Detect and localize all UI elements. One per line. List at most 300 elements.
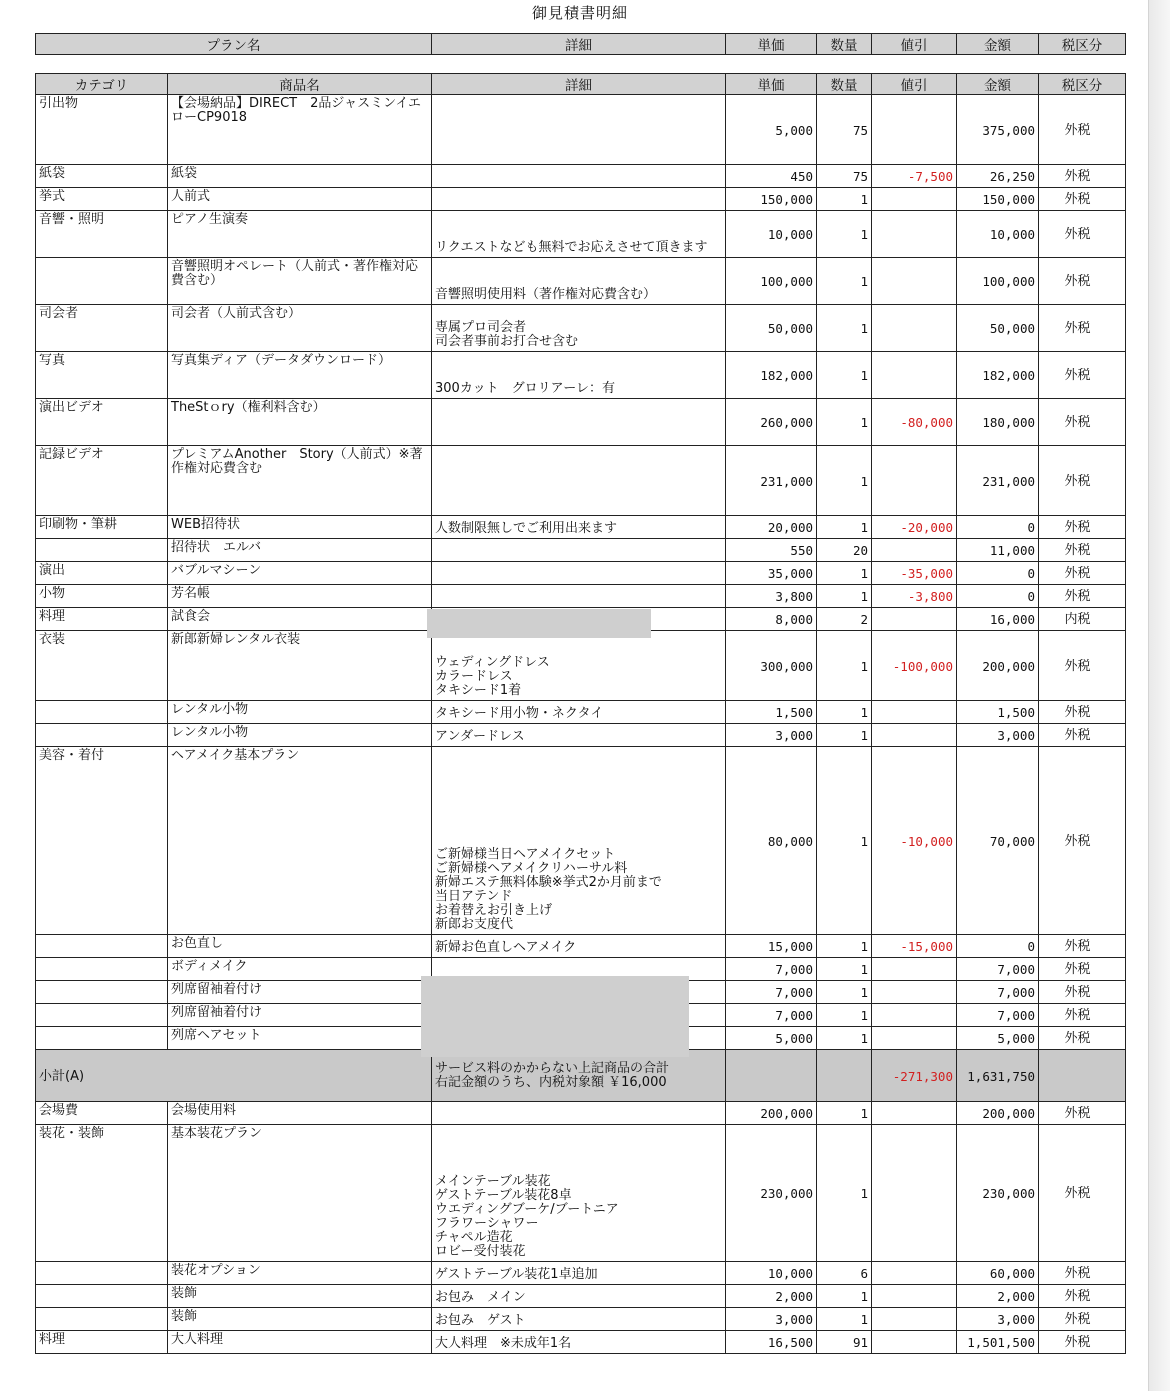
text-line: ウエディングブーケ/ブートニア (435, 1202, 619, 1217)
unit-price-cell: 35,000 (726, 562, 817, 585)
quantity-cell: 1 (817, 1285, 872, 1308)
amount-cell: 0 (957, 935, 1039, 958)
discount-cell: -20,000 (872, 516, 957, 539)
text-line: 司会者事前お打合せ含む (435, 334, 579, 349)
unit-price-cell: 550 (726, 539, 817, 562)
text-line: ご新婦様当日ヘアメイクセット (435, 847, 616, 862)
header-quantity: 数量 (817, 34, 872, 55)
unit-price-cell: 2,000 (726, 1285, 817, 1308)
discount-cell: -35,000 (872, 562, 957, 585)
category-cell: 演出ビデオ (36, 399, 168, 446)
item-name-cell (168, 724, 432, 747)
unit-price-cell: 230,000 (726, 1125, 817, 1262)
header-discount: 値引 (872, 74, 957, 95)
table-row (36, 352, 1126, 399)
detail-cell (432, 562, 726, 585)
unit-price-cell: 10,000 (726, 1262, 817, 1285)
text-line: 当日アテンド (435, 889, 513, 904)
discount-cell (872, 95, 957, 165)
amount-cell: 150,000 (957, 188, 1039, 211)
discount-cell (872, 305, 957, 352)
table-row (36, 305, 1126, 352)
text-line: お着替えお引き上げ (435, 903, 553, 918)
tax-type-cell: 外税 (1039, 1285, 1126, 1308)
text-line: チャペル造花 (435, 1230, 513, 1245)
header-tax-type: 税区分 (1039, 74, 1126, 95)
category-cell: 美容・着付 (36, 747, 168, 935)
plan-header-row (36, 34, 1126, 55)
discount-cell (872, 1285, 957, 1308)
item-name-cell (168, 95, 432, 165)
text-line: 右記金額のうち、内税対象額 ￥16,000 (435, 1074, 667, 1090)
table-row (36, 701, 1126, 724)
tax-type-cell: 外税 (1039, 305, 1126, 352)
text-line: お包み メイン (435, 1290, 526, 1305)
redacted-area (427, 609, 651, 638)
quantity-cell: 6 (817, 1262, 872, 1285)
amount-cell: 26,250 (957, 165, 1039, 188)
item-name-cell (168, 608, 432, 631)
item-name-cell (168, 585, 432, 608)
item-name-cell (168, 1262, 432, 1285)
page-edge (1148, 0, 1170, 1391)
tax-type-cell: 外税 (1039, 258, 1126, 305)
text-line: レンタル小物 (171, 725, 249, 740)
amount-cell: 180,000 (957, 399, 1039, 446)
category-cell: 写真 (36, 352, 168, 399)
text-line: タキシード用小物・ネクタイ (435, 706, 604, 721)
tax-type-cell: 外税 (1039, 211, 1126, 258)
unit-price-cell: 15,000 (726, 935, 817, 958)
discount-cell (872, 446, 957, 516)
detail-cell (432, 211, 726, 258)
detail-cell (432, 1331, 726, 1354)
amount-cell: 3,000 (957, 1308, 1039, 1331)
table-row (36, 165, 1126, 188)
amount-cell: 0 (957, 562, 1039, 585)
item-name-cell (168, 935, 432, 958)
discount-cell (872, 608, 957, 631)
header-amount: 金額 (957, 74, 1039, 95)
tax-type-cell: 外税 (1039, 747, 1126, 935)
text-line: 会場使用料 (171, 1103, 237, 1118)
category-cell: 会場費 (36, 1102, 168, 1125)
table-row (36, 211, 1126, 258)
quantity-cell: 1 (817, 352, 872, 399)
amount-cell: 70,000 (957, 747, 1039, 935)
subtotal-discount: -271,300 (872, 1050, 957, 1102)
unit-price-cell: 100,000 (726, 258, 817, 305)
amount-cell: 1,501,500 (957, 1331, 1039, 1354)
detail-cell (432, 1125, 726, 1262)
discount-cell (872, 1004, 957, 1027)
discount-cell (872, 258, 957, 305)
discount-cell (872, 539, 957, 562)
text-line: リクエストなども無料でお応えさせて頂きます (435, 240, 708, 255)
discount-cell (872, 352, 957, 399)
discount-cell: -80,000 (872, 399, 957, 446)
header-category: カテゴリ (36, 74, 168, 95)
header-unit-price: 単価 (726, 34, 817, 55)
text-line: 写真集ディア（データダウンロード） (171, 353, 391, 368)
detail-cell (432, 631, 726, 701)
estimate-detail-table (35, 73, 1126, 1354)
text-line: メインテーブル装花 (435, 1174, 551, 1189)
discount-cell (872, 1027, 957, 1050)
text-line: 装飾 (171, 1309, 198, 1324)
discount-cell: -10,000 (872, 747, 957, 935)
quantity-cell: 1 (817, 211, 872, 258)
table-row (36, 724, 1126, 747)
amount-cell: 7,000 (957, 958, 1039, 981)
discount-cell (872, 1331, 957, 1354)
text-line: 装飾 (171, 1286, 198, 1301)
unit-price-cell: 3,800 (726, 585, 817, 608)
discount-cell: -15,000 (872, 935, 957, 958)
amount-cell: 2,000 (957, 1285, 1039, 1308)
item-name-cell (168, 1331, 432, 1354)
text-line: お包み ゲスト (435, 1313, 526, 1328)
text-line: お色直し (171, 936, 224, 951)
quantity-cell: 1 (817, 1308, 872, 1331)
text-line: 大人料理 (171, 1332, 224, 1347)
tax-type-cell: 外税 (1039, 539, 1126, 562)
table-row (36, 585, 1126, 608)
text-line: 紙袋 (171, 166, 198, 181)
table-row (36, 1262, 1126, 1285)
quantity-cell: 1 (817, 1125, 872, 1262)
quantity-cell: 1 (817, 305, 872, 352)
detail-cell (432, 446, 726, 516)
quantity-cell: 75 (817, 95, 872, 165)
category-cell (36, 701, 168, 724)
detail-cell (432, 352, 726, 399)
subtotal-amount: 1,631,750 (957, 1050, 1039, 1102)
quantity-cell: 2 (817, 608, 872, 631)
detail-cell (432, 539, 726, 562)
unit-price-cell: 80,000 (726, 747, 817, 935)
item-name-cell (168, 701, 432, 724)
discount-cell (872, 701, 957, 724)
item-name-cell (168, 352, 432, 399)
document-title: 御見積書明細 (531, 4, 628, 22)
quantity-cell: 1 (817, 958, 872, 981)
category-cell (36, 1027, 168, 1050)
quantity-cell: 1 (817, 701, 872, 724)
header-quantity: 数量 (817, 74, 872, 95)
amount-cell: 10,000 (957, 211, 1039, 258)
amount-cell: 50,000 (957, 305, 1039, 352)
category-cell: 小物 (36, 585, 168, 608)
detail-cell (432, 1285, 726, 1308)
quantity-cell: 1 (817, 724, 872, 747)
quantity-cell: 1 (817, 631, 872, 701)
category-cell (36, 724, 168, 747)
detail-cell (432, 724, 726, 747)
text-line: タキシード1着 (435, 683, 522, 698)
table-row (36, 562, 1126, 585)
tax-type-cell: 外税 (1039, 352, 1126, 399)
text-line: 招待状 エルバ (171, 540, 262, 555)
category-cell (36, 539, 168, 562)
table-row (36, 446, 1126, 516)
amount-cell: 7,000 (957, 1004, 1039, 1027)
text-line: ゲストテーブル装花1卓追加 (435, 1267, 598, 1282)
amount-cell: 182,000 (957, 352, 1039, 399)
text-line: フラワーシャワー (435, 1216, 539, 1231)
detail-cell (432, 516, 726, 539)
text-line: バブルマシーン (171, 563, 262, 578)
quantity-cell: 91 (817, 1331, 872, 1354)
amount-cell: 5,000 (957, 1027, 1039, 1050)
quantity-cell: 1 (817, 562, 872, 585)
tax-type-cell: 外税 (1039, 981, 1126, 1004)
unit-price-cell: 3,000 (726, 724, 817, 747)
table-row (36, 631, 1126, 701)
detail-cell (432, 165, 726, 188)
subtotal-qty-empty (817, 1050, 872, 1102)
category-cell: 紙袋 (36, 165, 168, 188)
category-cell: 衣装 (36, 631, 168, 701)
discount-cell (872, 724, 957, 747)
tax-type-cell: 外税 (1039, 724, 1126, 747)
discount-cell (872, 1102, 957, 1125)
text-line: 300カット グロリアーレ：有 (435, 381, 616, 396)
text-line: ボディメイク (171, 959, 248, 974)
text-line: ご新婦様ヘアメイクリハーサル料 (435, 861, 628, 876)
tax-type-cell: 外税 (1039, 446, 1126, 516)
detail-header-row (36, 74, 1126, 95)
table-row (36, 747, 1126, 935)
detail-cell (432, 399, 726, 446)
tax-type-cell: 外税 (1039, 1125, 1126, 1262)
amount-cell: 1,500 (957, 701, 1039, 724)
item-name-cell (168, 1004, 432, 1027)
tax-type-cell: 外税 (1039, 188, 1126, 211)
plan-header-table (35, 33, 1126, 55)
amount-cell: 3,000 (957, 724, 1039, 747)
category-cell: 料理 (36, 608, 168, 631)
table-row (36, 95, 1126, 165)
item-name-cell (168, 1125, 432, 1262)
header-detail: 詳細 (432, 74, 726, 95)
unit-price-cell: 7,000 (726, 981, 817, 1004)
text-line: カラードレス (435, 669, 513, 684)
item-name-cell (168, 188, 432, 211)
quantity-cell: 20 (817, 539, 872, 562)
text-line: 新婦エステ無料体験※挙式2か月前まで (435, 875, 662, 890)
quantity-cell: 1 (817, 1004, 872, 1027)
category-cell (36, 1262, 168, 1285)
table-row (36, 539, 1126, 562)
tax-type-cell: 外税 (1039, 165, 1126, 188)
text-line: 列席留袖着付け (171, 1005, 263, 1020)
category-cell (36, 958, 168, 981)
text-line: 専属プロ司会者 (435, 320, 527, 335)
amount-cell: 375,000 (957, 95, 1039, 165)
category-cell (36, 1285, 168, 1308)
item-name-cell (168, 211, 432, 258)
quantity-cell: 1 (817, 188, 872, 211)
unit-price-cell: 182,000 (726, 352, 817, 399)
text-line: 試食会 (171, 609, 211, 624)
category-cell (36, 1308, 168, 1331)
unit-price-cell: 3,000 (726, 1308, 817, 1331)
tax-type-cell: 外税 (1039, 1331, 1126, 1354)
unit-price-cell: 7,000 (726, 1004, 817, 1027)
unit-price-cell: 16,500 (726, 1331, 817, 1354)
header-item-name: 商品名 (168, 74, 432, 95)
item-name-cell (168, 165, 432, 188)
tax-type-cell: 内税 (1039, 608, 1126, 631)
table-row (36, 1285, 1126, 1308)
text-line: 司会者（人前式含む） (171, 306, 302, 321)
subtotal-tax-empty (1039, 1050, 1126, 1102)
discount-cell (872, 188, 957, 211)
amount-cell: 11,000 (957, 539, 1039, 562)
amount-cell: 231,000 (957, 446, 1039, 516)
discount-cell (872, 981, 957, 1004)
detail-cell (432, 935, 726, 958)
discount-cell (872, 1262, 957, 1285)
item-name-cell (168, 258, 432, 305)
header-detail: 詳細 (432, 34, 726, 55)
category-cell (36, 258, 168, 305)
text-line: TheStｏry（権利料含む） (171, 400, 326, 415)
text-line: 音響照明オペレート（人前式・著作権対応費含む） (171, 259, 419, 288)
text-line: 人数制限無しでご利用出来ます (435, 521, 618, 536)
unit-price-cell: 231,000 (726, 446, 817, 516)
category-cell (36, 935, 168, 958)
header-amount: 金額 (957, 34, 1039, 55)
text-line: 基本装花プラン (171, 1126, 263, 1141)
quantity-cell: 1 (817, 747, 872, 935)
category-cell (36, 1004, 168, 1027)
item-name-cell (168, 981, 432, 1004)
tax-type-cell: 外税 (1039, 1004, 1126, 1027)
detail-cell (432, 747, 726, 935)
tax-type-cell: 外税 (1039, 1102, 1126, 1125)
category-cell: 装花・装飾 (36, 1125, 168, 1262)
category-cell (36, 981, 168, 1004)
text-line: WEB招待状 (171, 517, 240, 532)
quantity-cell: 75 (817, 165, 872, 188)
discount-cell (872, 1125, 957, 1262)
unit-price-cell: 1,500 (726, 701, 817, 724)
items-after-subtotal (36, 1102, 1126, 1354)
items-before-subtotal (36, 95, 1126, 1050)
text-line: 列席留袖着付け (171, 982, 263, 997)
item-name-cell (168, 631, 432, 701)
text-line: ウェディングドレス (435, 655, 550, 670)
amount-cell: 0 (957, 585, 1039, 608)
unit-price-cell: 5,000 (726, 95, 817, 165)
text-line: レンタル小物 (171, 702, 249, 717)
category-cell: 演出 (36, 562, 168, 585)
header-unit-price: 単価 (726, 74, 817, 95)
item-name-cell (168, 747, 432, 935)
unit-price-cell: 450 (726, 165, 817, 188)
discount-cell: -100,000 (872, 631, 957, 701)
unit-price-cell: 260,000 (726, 399, 817, 446)
table-row (36, 188, 1126, 211)
text-line: 新婦お色直しヘアメイク (435, 940, 577, 955)
unit-price-cell: 5,000 (726, 1027, 817, 1050)
unit-price-cell: 20,000 (726, 516, 817, 539)
header-plan-name: プラン名 (36, 34, 432, 55)
unit-price-cell: 50,000 (726, 305, 817, 352)
text-line: 【会場納品】DIRECT 2品ジャスミンイエローCP9018 (171, 96, 421, 125)
detail-cell (432, 701, 726, 724)
category-cell: 司会者 (36, 305, 168, 352)
item-name-cell (168, 516, 432, 539)
subtotal-detail (432, 1050, 726, 1102)
item-name-cell (168, 399, 432, 446)
quantity-cell: 1 (817, 981, 872, 1004)
table-row (36, 516, 1126, 539)
amount-cell: 200,000 (957, 631, 1039, 701)
amount-cell: 60,000 (957, 1262, 1039, 1285)
amount-cell: 200,000 (957, 1102, 1039, 1125)
tax-type-cell: 外税 (1039, 935, 1126, 958)
quantity-cell: 1 (817, 935, 872, 958)
text-line: 装花オプション (171, 1263, 261, 1278)
tax-type-cell: 外税 (1039, 399, 1126, 446)
tax-type-cell: 外税 (1039, 562, 1126, 585)
redacted-area (421, 976, 689, 1057)
unit-price-cell: 8,000 (726, 608, 817, 631)
quantity-cell: 1 (817, 585, 872, 608)
item-name-cell (168, 1102, 432, 1125)
text-line: アンダードレス (435, 729, 525, 744)
category-cell: 料理 (36, 1331, 168, 1354)
discount-cell (872, 211, 957, 258)
tax-type-cell: 外税 (1039, 516, 1126, 539)
table-row (36, 1308, 1126, 1331)
text-line: ヘアメイク基本プラン (171, 748, 300, 763)
discount-cell (872, 1308, 957, 1331)
table-row (36, 258, 1126, 305)
text-line: 新郎お支度代 (435, 917, 514, 932)
quantity-cell: 1 (817, 258, 872, 305)
detail-cell (432, 1102, 726, 1125)
text-line: 大人料理 ※未成年1名 (435, 1336, 572, 1351)
discount-cell: -3,800 (872, 585, 957, 608)
subtotal-price-empty (726, 1050, 817, 1102)
item-name-cell (168, 446, 432, 516)
text-line: ロビー受付装花 (435, 1244, 526, 1259)
quantity-cell: 1 (817, 1027, 872, 1050)
text-line: ピアノ生演奏 (171, 212, 248, 227)
item-name-cell (168, 958, 432, 981)
amount-cell: 16,000 (957, 608, 1039, 631)
amount-cell: 100,000 (957, 258, 1039, 305)
amount-cell: 230,000 (957, 1125, 1039, 1262)
tax-type-cell: 外税 (1039, 95, 1126, 165)
detail-cell (432, 1262, 726, 1285)
item-name-cell (168, 305, 432, 352)
quantity-cell: 1 (817, 446, 872, 516)
detail-cell (432, 258, 726, 305)
category-cell: 挙式 (36, 188, 168, 211)
subtotal-row (36, 1050, 1126, 1102)
table-row (36, 399, 1126, 446)
tax-type-cell: 外税 (1039, 1308, 1126, 1331)
unit-price-cell: 10,000 (726, 211, 817, 258)
detail-cell (432, 305, 726, 352)
discount-cell: -7,500 (872, 165, 957, 188)
subtotal-label: 小計(A) (36, 1050, 432, 1102)
